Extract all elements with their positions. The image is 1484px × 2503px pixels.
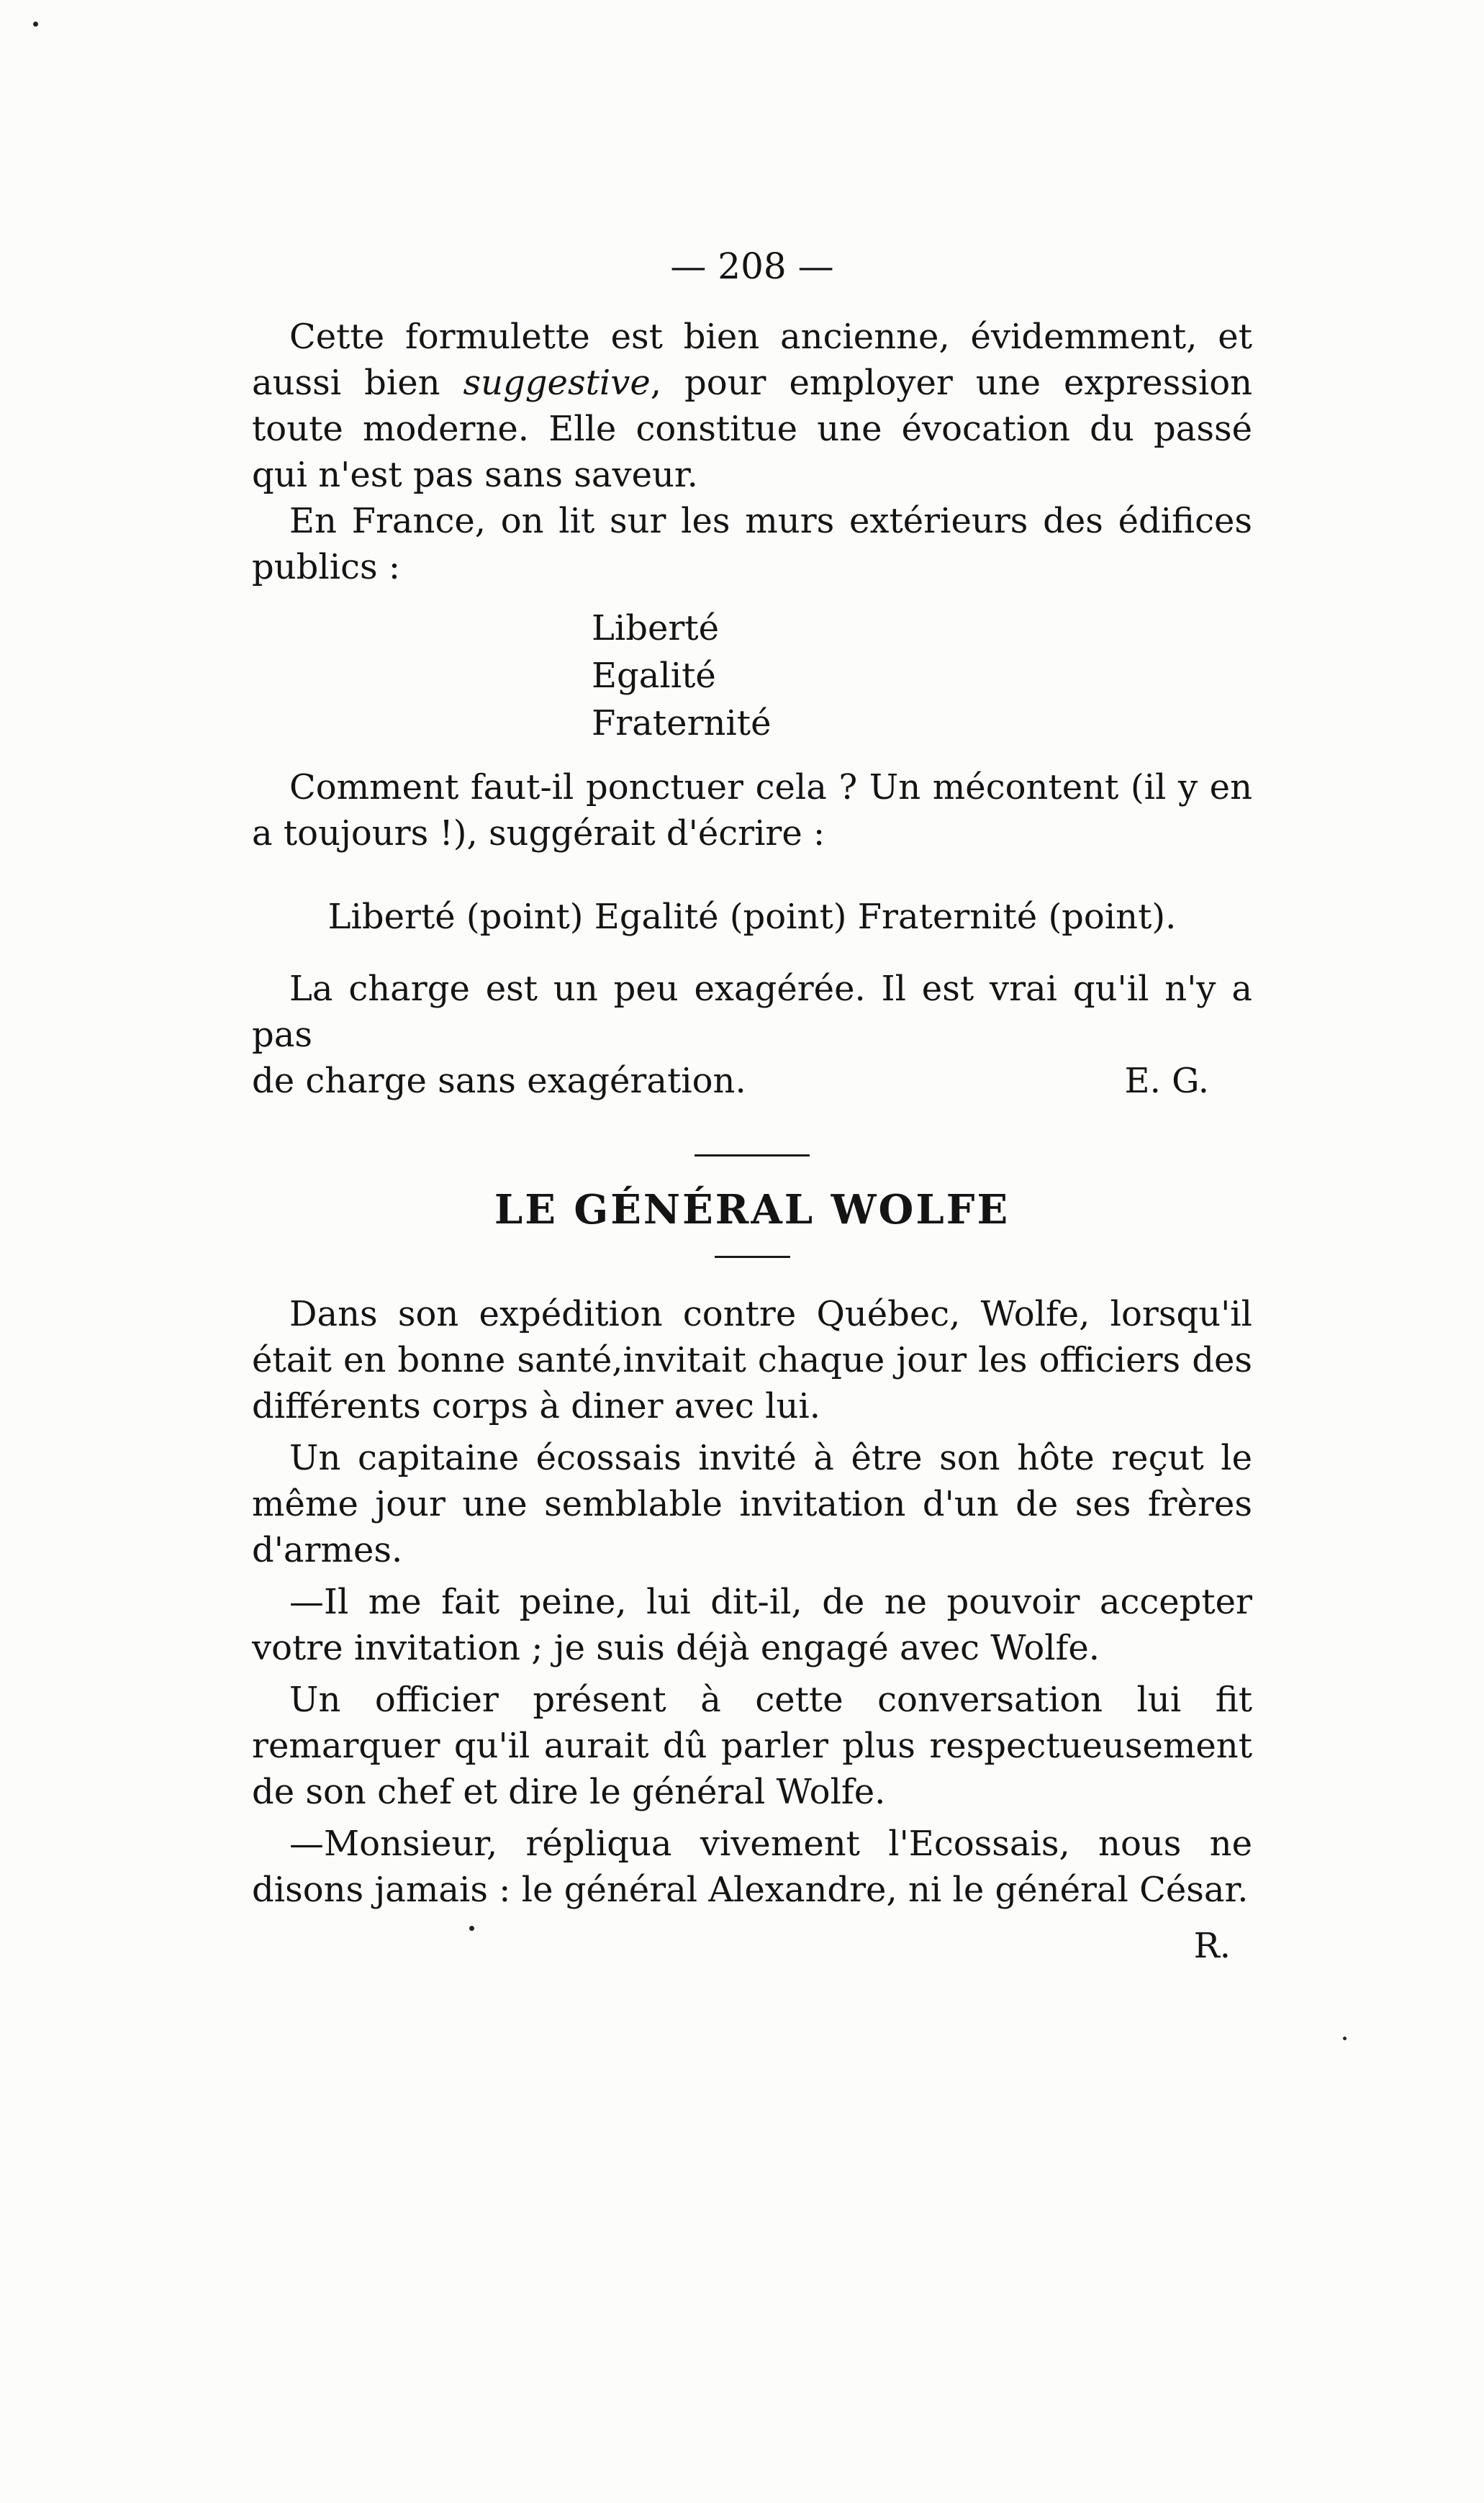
ink-speck <box>1343 2037 1347 2040</box>
paragraph-charge-line2 <box>252 1058 1252 1104</box>
motto-block <box>592 605 1252 747</box>
paragraph-formulette <box>252 314 1252 498</box>
italic-word: suggestive <box>463 363 651 403</box>
paragraph-capitaine: Un capitaine écossais invité à être son hôte reçut le même jour une semblable invitation d'un de ses frères d'armes. <box>252 1438 1252 1570</box>
paragraph-replique: —Monsieur, répliqua vivement l'Ecossais, nous ne disons jamais : le général Alexandre, ni le général César. <box>252 1824 1252 1910</box>
paragraph-formulette-start: Cette formulette est bien ancienne, évidemment, et aussi bien <box>252 317 1252 403</box>
paragraph-reponse: —Il me fait peine, lui dit-il, de ne pouvoir accepter votre invitation ; je suis déjà engagé avec Wolfe. <box>252 1582 1252 1668</box>
signature-r: R. <box>1193 1926 1231 1966</box>
book-page <box>252 245 1252 1969</box>
section-divider <box>695 1154 810 1157</box>
signature-eg: E. G. <box>1124 1061 1209 1101</box>
article-title: LE GÉNÉRAL WOLFE <box>494 1186 1010 1234</box>
motto-punctuated: Liberté (point) Egalité (point) Fraternité (point). <box>327 897 1177 937</box>
paragraph-expedition: Dans son expédition contre Québec, Wolfe, lorsqu'il était en bonne santé,invitait chaque jour les officiers des différents corps à diner avec lui. <box>252 1294 1252 1426</box>
paragraph-ponctuer: Comment faut-il ponctuer cela ? Un mécontent (il y en a toujours !), suggérait d'écrire : <box>252 767 1252 854</box>
paragraph-france: En France, on lit sur les murs extérieurs des édifices publics : <box>252 501 1252 587</box>
page-number: — 208 — <box>670 245 834 287</box>
paragraph-charge-line1: La charge est un peu exagérée. Il est vrai qu'il n'y a pas <box>252 969 1252 1055</box>
ink-speck <box>33 22 38 27</box>
title-divider <box>715 1256 790 1258</box>
paragraph-officier: Un officier présent à cette conversation lui fit remarquer qu'il aurait dû parler plus respectueusement de son chef et dire le général Wolfe. <box>252 1680 1252 1812</box>
motto-egalite: Egalité <box>592 656 716 696</box>
paragraph-formulette-end: , pour employer une expression toute moderne. Elle constitue une évocation du passé qui n'est pas sans saveur. <box>252 363 1253 495</box>
motto-liberte: Liberté <box>592 608 719 648</box>
paragraph-charge-end: de charge sans exagération. <box>252 1061 746 1101</box>
motto-fraternite: Fraternité <box>592 703 772 743</box>
